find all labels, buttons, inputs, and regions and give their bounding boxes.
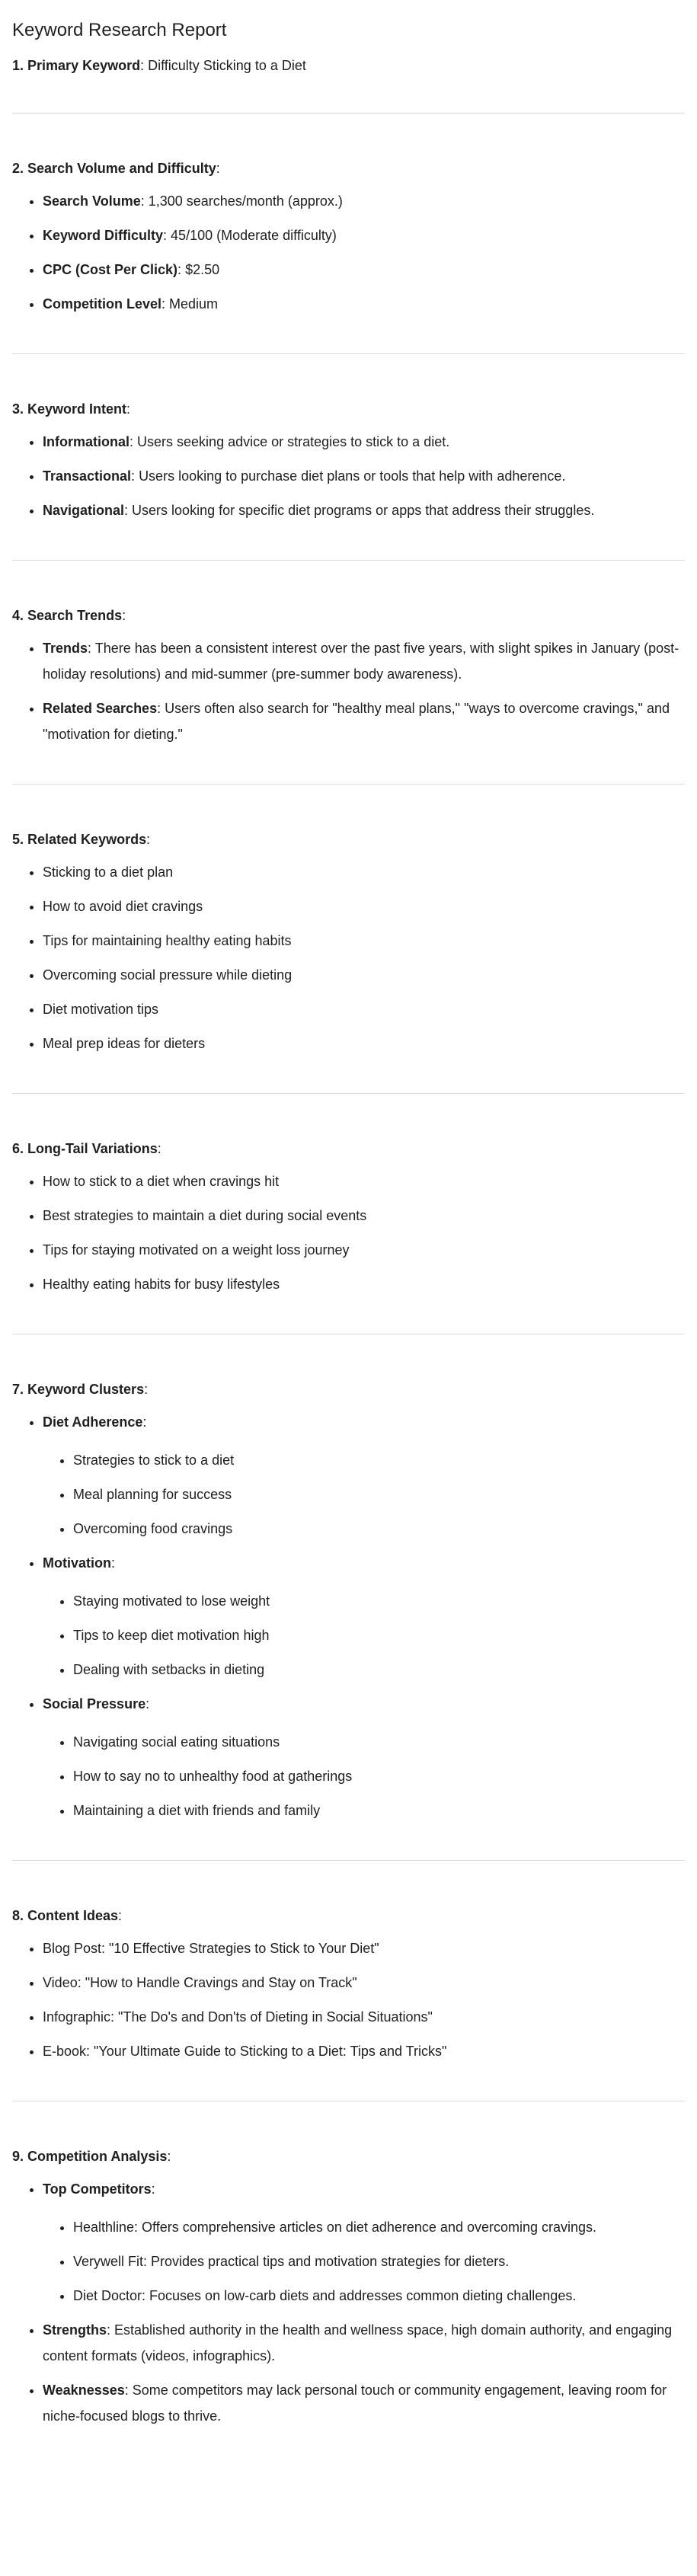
section-related-keywords: 5. Related Keywords:: [12, 832, 151, 847]
top-competitors-item: • Top Competitors: • Healthline: Offers comprehensive articles on diet adherence and overcoming cravings. • Verywell Fit: Provides practical tips and motivation strategies for dieters. • Diet Doctor: Focuses on low-carb diets and addresses common dieting challenges.: [43, 2176, 685, 2309]
list-item: • Diet Doctor: Focuses on low-carb diets and addresses common dieting challenges.: [73, 2283, 685, 2309]
section-keyword-clusters: 7. Keyword Clusters:: [12, 1382, 149, 1397]
divider: [12, 1093, 685, 1094]
section-search-trends: 4. Search Trends:: [12, 608, 126, 623]
list-item: • Tips for staying motivated on a weight loss journey: [43, 1237, 685, 1263]
list-item: • Search Volume: 1,300 searches/month (approx.): [43, 188, 685, 214]
list-item: • CPC (Cost Per Click): $2.50: [43, 257, 685, 283]
list-item: • Healthline: Offers comprehensive articles on diet adherence and overcoming cravings.: [73, 2214, 685, 2240]
keyword-intent-list: [12, 429, 685, 523]
list-item: • Competition Level: Medium: [43, 291, 685, 317]
cluster-item: • Motivation: • Staying motivated to lose weight • Tips to keep diet motivation high • Dealing with setbacks in dieting: [43, 1550, 685, 1683]
list-item: • Overcoming social pressure while dieting: [43, 962, 685, 988]
list-item: • Tips to keep diet motivation high: [73, 1622, 685, 1648]
list-item: • Meal prep ideas for dieters: [43, 1031, 685, 1056]
content-ideas-list: [12, 1935, 685, 2064]
related-keywords-list: [12, 859, 685, 1056]
competition-list: [12, 2176, 685, 2429]
list-item: • How to stick to a diet when cravings hit: [43, 1168, 685, 1194]
long-tail-list: [12, 1168, 685, 1297]
page-title: Keyword Research Report: [12, 20, 227, 40]
cluster-item: • Social Pressure: • Navigating social eating situations • How to say no to unhealthy food at gatherings • Maintaining a diet with friends and family: [43, 1691, 685, 1823]
list-item: • How to say no to unhealthy food at gatherings: [73, 1763, 685, 1789]
keyword-clusters-list: [12, 1409, 685, 1823]
section-content-ideas: 8. Content Ideas:: [12, 1908, 123, 1923]
divider: [12, 560, 685, 561]
list-item: • Diet motivation tips: [43, 996, 685, 1022]
list-item: • Blog Post: "10 Effective Strategies to Stick to Your Diet": [43, 1935, 685, 1961]
section-primary-keyword: 1. Primary Keyword: Difficulty Sticking to a Diet: [12, 58, 306, 73]
list-item: • Verywell Fit: Provides practical tips and motivation strategies for dieters.: [73, 2248, 685, 2274]
list-item: • Infographic: "The Do's and Don'ts of Dieting in Social Situations": [43, 2004, 685, 2030]
list-item: • Healthy eating habits for busy lifestyles: [43, 1271, 685, 1297]
divider: [12, 784, 685, 785]
list-item: • Video: "How to Handle Cravings and Stay on Track": [43, 1970, 685, 1996]
list-item: • Meal planning for success: [73, 1481, 685, 1507]
section-long-tail: 6. Long-Tail Variations:: [12, 1141, 161, 1156]
list-item: • Sticking to a diet plan: [43, 859, 685, 885]
section-keyword-intent: 3. Keyword Intent:: [12, 401, 131, 417]
list-item: • Navigational: Users looking for specific diet programs or apps that address their struggles.: [43, 497, 685, 523]
search-volume-list: [12, 188, 685, 317]
list-item: • Trends: There has been a consistent interest over the past five years, with slight spikes in January (post-holiday resolutions) and mid-summer (pre-summer body awareness).: [43, 635, 685, 687]
list-item: • Maintaining a diet with friends and family: [73, 1798, 685, 1823]
list-item: • Related Searches: Users often also search for "healthy meal plans," "ways to overcome cravings," and "motivation for dieting.": [43, 695, 685, 747]
list-item: • Informational: Users seeking advice or strategies to stick to a diet.: [43, 429, 685, 455]
list-item: • E-book: "Your Ultimate Guide to Sticking to a Diet: Tips and Tricks": [43, 2038, 685, 2064]
primary-keyword-value: Difficulty Sticking to a Diet: [148, 58, 306, 73]
list-item: • Transactional: Users looking to purchase diet plans or tools that help with adherence.: [43, 463, 685, 489]
list-item: • Navigating social eating situations: [73, 1729, 685, 1755]
search-trends-list: [12, 635, 685, 747]
list-item: • Best strategies to maintain a diet during social events: [43, 1203, 685, 1229]
section-search-volume: 2. Search Volume and Difficulty:: [12, 161, 220, 176]
list-item: • Overcoming food cravings: [73, 1516, 685, 1542]
list-item: • Staying motivated to lose weight: [73, 1588, 685, 1614]
list-item: • Tips for maintaining healthy eating habits: [43, 928, 685, 954]
list-item: • How to avoid diet cravings: [43, 893, 685, 919]
list-item: • Dealing with setbacks in dieting: [73, 1657, 685, 1683]
strengths-item: • Strengths: Established authority in the health and wellness space, high domain authority, and engaging content formats (videos, infographics).: [43, 2317, 685, 2369]
list-item: • Strategies to stick to a diet: [73, 1447, 685, 1473]
cluster-item: • Diet Adherence: • Strategies to stick to a diet • Meal planning for success • Overcoming food cravings: [43, 1409, 685, 1542]
divider: [12, 1860, 685, 1861]
list-item: • Keyword Difficulty: 45/100 (Moderate difficulty): [43, 222, 685, 248]
weaknesses-item: • Weaknesses: Some competitors may lack personal touch or community engagement, leaving room for niche-focused blogs to thrive.: [43, 2377, 685, 2429]
divider: [12, 353, 685, 354]
section-competition-analysis: 9. Competition Analysis:: [12, 2149, 171, 2164]
